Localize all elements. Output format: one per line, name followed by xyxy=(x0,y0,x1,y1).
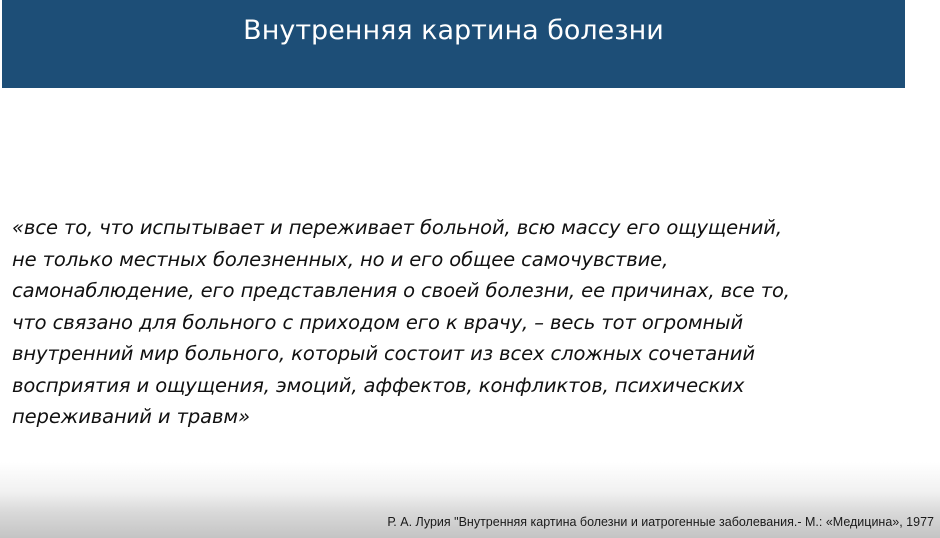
quote-line: восприятия и ощущения, эмоций, аффектов, конфликтов, психических xyxy=(12,373,745,397)
quote-line: «все то, что испытывает и переживает больной, всю массу его ощущений, xyxy=(12,216,782,239)
quote-line: переживаний и травм» xyxy=(12,405,250,428)
quote-line: самонаблюдение, его представления о своей болезни, ее причинах, все то, xyxy=(12,279,790,302)
title-banner xyxy=(2,0,905,88)
source-citation: Р. А. Лурия "Внутренняя картина болезни и иатрогенные заболевания.- М.: «Медицина», 1977 xyxy=(387,515,934,529)
slide-title: Внутренняя картина болезни xyxy=(243,15,664,46)
quote-block xyxy=(12,212,922,433)
quote-line: не только местных болезненных, но и его общее самочувствие, xyxy=(12,247,669,271)
quote-line: что связано для больного с приходом его к врачу, – весь тот огромный xyxy=(12,310,744,334)
quote-line: внутренний мир больного, который состоит из всех сложных сочетаний xyxy=(12,342,755,365)
